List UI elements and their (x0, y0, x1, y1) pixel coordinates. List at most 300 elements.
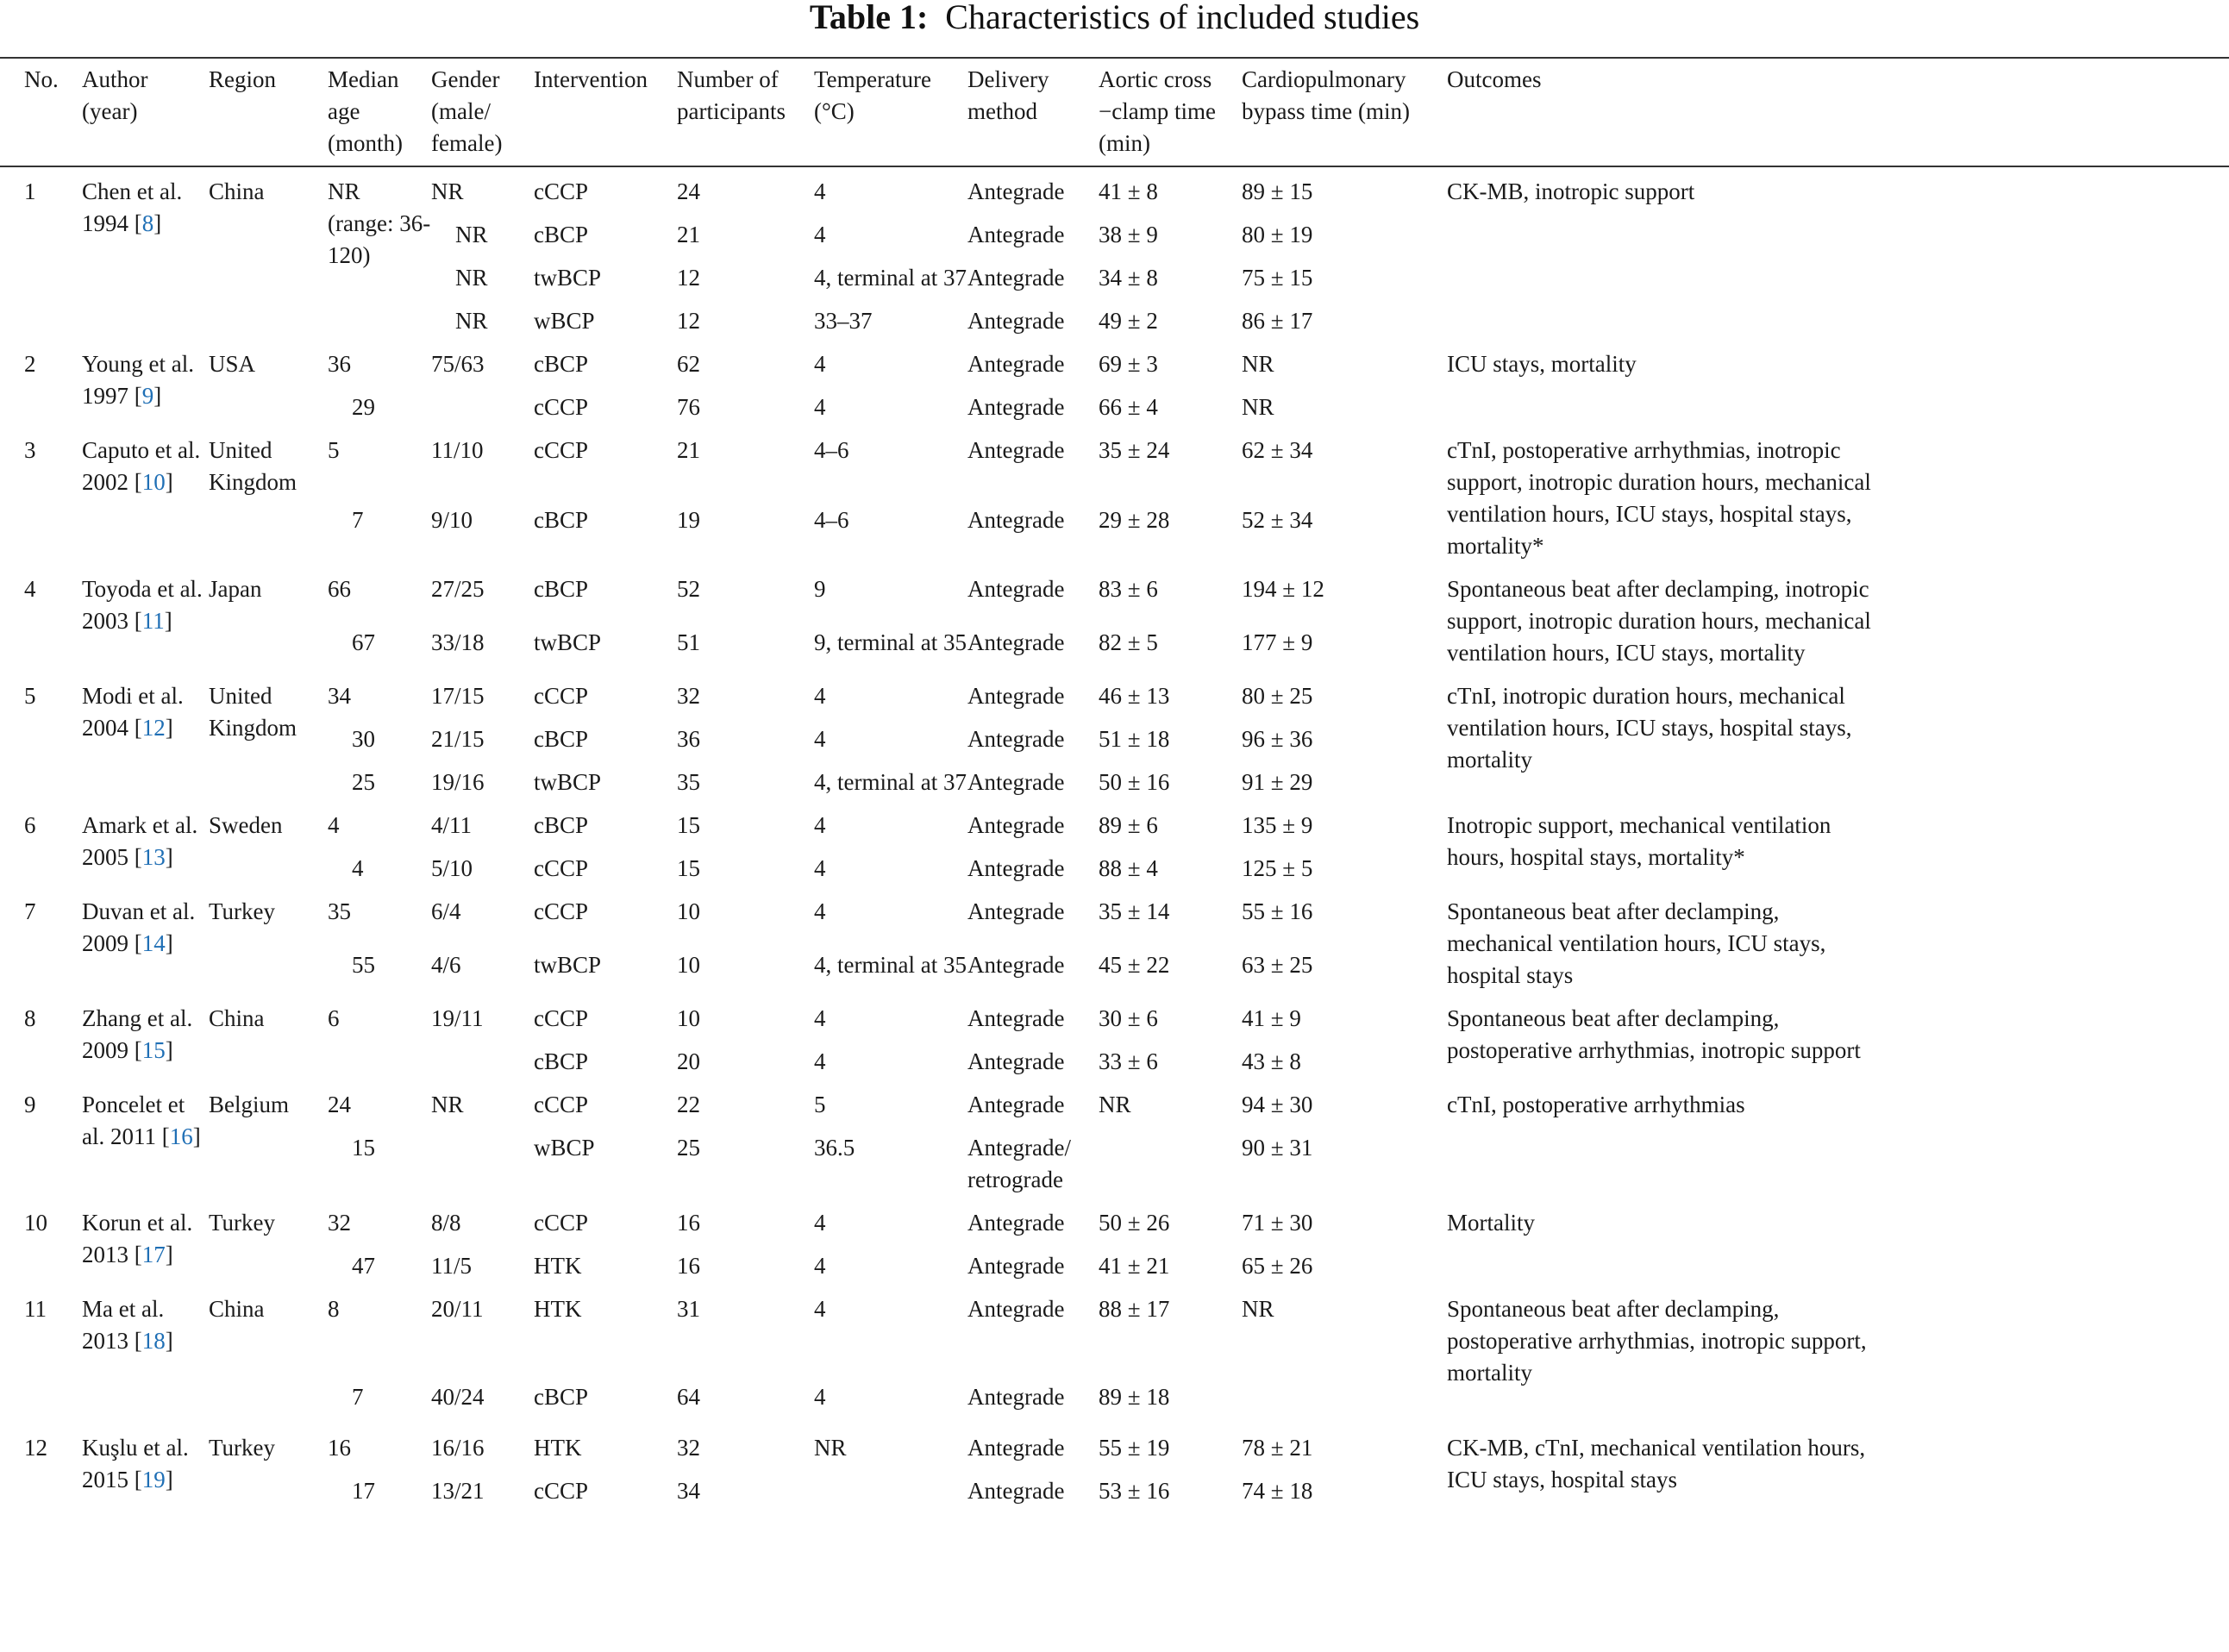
study-outcomes: Spontaneous beat after declamping, postoperative arrhythmias, inotropic support (1447, 1005, 1861, 1063)
table-row (0, 573, 2007, 627)
gender: 27/25 (431, 576, 485, 602)
aortic-clamp-time: 89 ± 18 (1099, 1384, 1170, 1411)
study-region: Japan (209, 576, 262, 602)
reference-link[interactable]: 17 (141, 1242, 166, 1267)
gender: NR (455, 222, 488, 247)
gender: NR (455, 265, 488, 291)
median-age: 66 (328, 576, 351, 602)
aortic-clamp-time: 88 ± 17 (1099, 1296, 1170, 1322)
median-age: 35 (328, 898, 351, 924)
study-region: China (209, 1005, 265, 1031)
temperature (814, 1475, 967, 1518)
bypass-time: 62 ± 34 (1242, 437, 1313, 463)
reference-link[interactable]: 9 (141, 383, 154, 409)
table-row (0, 166, 2007, 219)
col-header-author: Author (year) (82, 66, 148, 124)
bypass-time: 78 ± 21 (1242, 1435, 1313, 1461)
participants: 12 (677, 265, 700, 291)
participants: 32 (677, 683, 700, 709)
study-outcomes: cTnI, inotropic duration hours, mechanical ventilation hours, ICU stays, hospital stays, mortality (1447, 683, 1852, 773)
aortic-clamp-time: 29 ± 28 (1099, 506, 1170, 533)
temperature: 4 (814, 726, 826, 752)
table-body (0, 166, 2007, 1518)
intervention: cCCP (534, 683, 589, 709)
reference-bracket: ] (153, 383, 162, 409)
participants: 10 (677, 1005, 700, 1031)
bypass-time: 94 ± 30 (1242, 1092, 1313, 1117)
col-header-delivery: Delivery method (967, 66, 1049, 124)
gender: 11/5 (431, 1253, 472, 1279)
participants: 22 (677, 1092, 700, 1117)
study-author (82, 1207, 209, 1293)
delivery-method: Antegrade (967, 178, 1065, 204)
gender (431, 1132, 534, 1207)
participants: 21 (677, 437, 700, 463)
median-age: 7 (352, 1384, 364, 1411)
delivery-method: Antegrade (967, 898, 1065, 924)
study-outcomes: CK-MB, inotropic support (1447, 178, 1695, 204)
author-year: Zhang et al. 2009 [ (82, 1005, 193, 1063)
study-outcomes: ICU stays, mortality (1447, 351, 1637, 377)
participants: 32 (677, 1435, 700, 1461)
aortic-clamp-time: 46 ± 13 (1099, 683, 1170, 709)
bypass-time: 63 ± 25 (1242, 952, 1313, 978)
study-number: 5 (24, 683, 36, 709)
study-outcomes: Inotropic support, mechanical ventilation hours, hospital stays, mortality* (1447, 812, 1831, 870)
study-outcomes: cTnI, postoperative arrhythmias (1447, 1092, 1745, 1117)
participants: 15 (677, 812, 700, 838)
study-number: 10 (24, 1210, 47, 1236)
aortic-clamp-time: NR (1099, 1092, 1131, 1117)
bypass-time: 86 ± 17 (1242, 308, 1313, 334)
gender: 33/18 (431, 629, 485, 655)
author-year: Toyoda et al. 2003 [ (82, 576, 203, 634)
study-outcomes: Spontaneous beat after declamping, inotropic support, inotropic duration hours, mechanical ventilation hours, ICU stays, mortality (1447, 576, 1871, 666)
study-number: 6 (24, 812, 36, 838)
intervention: twBCP (534, 265, 602, 291)
median-age: 30 (352, 726, 375, 752)
median-age: 6 (328, 1005, 340, 1031)
author-year: Kuşlu et al. 2015 [ (82, 1435, 189, 1492)
median-age: 34 (328, 683, 351, 709)
temperature: 4 (814, 1005, 826, 1031)
gender (431, 1046, 534, 1089)
intervention: cCCP (534, 855, 589, 881)
participants: 15 (677, 855, 700, 881)
temperature: 4 (814, 394, 826, 420)
intervention: cCCP (534, 1005, 589, 1031)
delivery-method: Antegrade (967, 1005, 1065, 1031)
temperature: 4 (814, 222, 826, 247)
bypass-time: 135 ± 9 (1242, 812, 1313, 838)
aortic-clamp-time: 33 ± 6 (1099, 1048, 1158, 1074)
gender: 16/16 (431, 1435, 485, 1461)
reference-bracket: ] (165, 1467, 173, 1492)
gender: 20/11 (431, 1296, 484, 1322)
intervention: cBCP (534, 351, 589, 377)
median-age: 47 (352, 1253, 375, 1279)
median-age: 25 (352, 769, 375, 795)
delivery-method: Antegrade (967, 812, 1065, 838)
study-region: China (209, 1296, 265, 1322)
intervention: cBCP (534, 812, 589, 838)
reference-bracket: ] (165, 1328, 173, 1354)
reference-bracket: ] (153, 210, 162, 236)
gender: 75/63 (431, 351, 485, 377)
col-header-no: No. (24, 66, 59, 92)
participants: 51 (677, 629, 700, 655)
temperature: 4 (814, 1296, 826, 1322)
median-age: 55 (352, 952, 375, 978)
study-number: 12 (24, 1435, 47, 1461)
temperature: 4 (814, 812, 826, 838)
temperature: 33–37 (814, 308, 873, 334)
study-author (82, 680, 209, 810)
study-region: Belgium (209, 1092, 289, 1117)
reference-bracket: ] (165, 844, 173, 870)
aortic-clamp-time: 41 ± 21 (1099, 1253, 1170, 1279)
intervention: cCCP (534, 1210, 589, 1236)
delivery-method: Antegrade (967, 1296, 1065, 1322)
reference-bracket: ] (165, 930, 173, 956)
intervention: cCCP (534, 437, 589, 463)
table-caption-label: Table 1: (809, 0, 929, 36)
aortic-clamp-time: 41 ± 8 (1099, 178, 1158, 204)
table-caption (0, 0, 2229, 38)
bypass-time: 65 ± 26 (1242, 1253, 1313, 1279)
reference-link[interactable]: 8 (141, 210, 154, 236)
intervention: twBCP (534, 629, 602, 655)
table-row (0, 680, 2007, 723)
participants: 34 (677, 1478, 700, 1504)
median-age: 67 (352, 629, 375, 655)
reference-link[interactable]: 16 (169, 1123, 193, 1149)
intervention: HTK (534, 1435, 582, 1461)
gender: 40/24 (431, 1384, 485, 1411)
temperature: NR (814, 1435, 847, 1461)
median-age: 4 (328, 812, 340, 838)
study-region: Turkey (209, 898, 276, 924)
reference-link[interactable]: 15 (141, 1037, 166, 1063)
delivery-method: Antegrade (967, 1384, 1065, 1411)
aortic-clamp-time: 50 ± 26 (1099, 1210, 1170, 1236)
delivery-method: Antegrade (967, 576, 1065, 602)
bypass-time: 177 ± 9 (1242, 629, 1313, 655)
delivery-method: Antegrade (967, 308, 1065, 334)
bypass-time: 41 ± 9 (1242, 1005, 1301, 1031)
gender: 9/10 (431, 506, 473, 533)
delivery-method: Antegrade (967, 351, 1065, 377)
table-row (0, 1089, 2007, 1132)
bypass-time: 90 ± 31 (1242, 1135, 1313, 1161)
study-author (82, 348, 209, 435)
study-region: Sweden (209, 812, 283, 838)
reference-bracket: ] (165, 1242, 173, 1267)
temperature: 4 (814, 178, 826, 204)
participants: 64 (677, 1384, 700, 1411)
col-header-aortic-clamp: Aortic cross −clamp time (min) (1099, 66, 1216, 156)
gender: NR (431, 178, 464, 204)
gender: 5/10 (431, 855, 473, 881)
delivery-method: Antegrade/ retrograde (967, 1135, 1071, 1192)
temperature: 9 (814, 576, 826, 602)
bypass-time: 75 ± 15 (1242, 265, 1313, 291)
median-age: 4 (352, 855, 364, 881)
participants: 21 (677, 222, 700, 247)
intervention: cCCP (534, 394, 589, 420)
temperature: 4, terminal at 37 (814, 265, 967, 291)
aortic-clamp-time: 69 ± 3 (1099, 351, 1158, 377)
author-year: Ma et al. 2013 [ (82, 1296, 165, 1354)
col-header-intervention: Intervention (534, 66, 648, 92)
median-age: 32 (328, 1210, 351, 1236)
col-header-gender: Gender (male/ female) (431, 66, 503, 156)
study-region: United Kingdom (209, 437, 297, 495)
aortic-clamp-time: 51 ± 18 (1099, 726, 1170, 752)
bypass-time: 125 ± 5 (1242, 855, 1313, 881)
temperature: 9, terminal at 35 (814, 629, 967, 655)
delivery-method: Antegrade (967, 1253, 1065, 1279)
participants: 16 (677, 1210, 700, 1236)
table-row (0, 435, 2007, 504)
bypass-time: 43 ± 8 (1242, 1048, 1301, 1074)
delivery-method: Antegrade (967, 629, 1065, 655)
study-outcomes: cTnI, postoperative arrhythmias, inotropic support, inotropic duration hours, mechanical ventilation hours, ICU stays, hospital stays, mortality* (1447, 437, 1871, 559)
table-caption-text: Characteristics of included studies (945, 0, 1420, 36)
col-header-median-age: Median age (month) (328, 66, 403, 156)
author-year: Poncelet et al. 2011 [ (82, 1092, 185, 1149)
intervention: cCCP (534, 178, 589, 204)
study-number: 4 (24, 576, 36, 602)
bypass-time: 55 ± 16 (1242, 898, 1313, 924)
temperature: 4 (814, 1253, 826, 1279)
temperature: 4 (814, 855, 826, 881)
aortic-clamp-time: 83 ± 6 (1099, 576, 1158, 602)
participants: 31 (677, 1296, 700, 1322)
temperature: 4–6 (814, 437, 849, 463)
study-region: Turkey (209, 1435, 276, 1461)
aortic-clamp-time: 89 ± 6 (1099, 812, 1158, 838)
characteristics-table (0, 64, 2007, 1518)
aortic-clamp-time: 35 ± 14 (1099, 898, 1170, 924)
temperature: 36.5 (814, 1135, 855, 1161)
aortic-clamp-time: 88 ± 4 (1099, 855, 1158, 881)
author-year: Chen et al. 1994 [ (82, 178, 183, 236)
aortic-clamp-time: 34 ± 8 (1099, 265, 1158, 291)
bypass-time: NR (1242, 394, 1274, 420)
aortic-clamp-time: 53 ± 16 (1099, 1478, 1170, 1504)
author-year: Duvan et al. 2009 [ (82, 898, 196, 956)
reference-bracket: ] (165, 715, 173, 741)
intervention: cBCP (534, 222, 589, 247)
bypass-time: NR (1242, 1296, 1274, 1322)
table-row (0, 896, 2007, 949)
participants: 20 (677, 1048, 700, 1074)
study-outcomes: CK-MB, cTnI, mechanical ventilation hours, ICU stays, hospital stays (1447, 1435, 1866, 1492)
reference-link[interactable]: 13 (141, 844, 166, 870)
temperature: 5 (814, 1092, 826, 1117)
median-age (328, 1046, 431, 1089)
delivery-method: Antegrade (967, 726, 1065, 752)
study-author (82, 435, 209, 573)
gender: 8/8 (431, 1210, 461, 1236)
bypass-time: 80 ± 19 (1242, 222, 1313, 247)
gender: 21/15 (431, 726, 485, 752)
reference-link[interactable]: 10 (141, 469, 166, 495)
table-top-rule (0, 57, 2229, 59)
temperature: 4, terminal at 35 (814, 952, 967, 978)
study-region: China (209, 178, 265, 204)
delivery-method: Antegrade (967, 769, 1065, 795)
participants: 16 (677, 1253, 700, 1279)
study-region: Turkey (209, 1210, 276, 1236)
gender: NR (455, 308, 488, 334)
intervention: cBCP (534, 576, 589, 602)
median-age: NR (range: 36-120) (328, 178, 431, 268)
participants: 36 (677, 726, 700, 752)
bypass-time: 80 ± 25 (1242, 683, 1313, 709)
reference-bracket: ] (164, 608, 172, 634)
study-number: 3 (24, 437, 36, 463)
author-year: Amark et al. 2005 [ (82, 812, 198, 870)
bypass-time (1242, 1381, 1447, 1432)
aortic-clamp-time: 50 ± 16 (1099, 769, 1170, 795)
table-row (0, 1293, 2007, 1381)
bypass-time: 89 ± 15 (1242, 178, 1313, 204)
temperature: 4 (814, 898, 826, 924)
aortic-clamp-time: 35 ± 24 (1099, 437, 1170, 463)
temperature: 4 (814, 1048, 826, 1074)
intervention: HTK (534, 1296, 582, 1322)
intervention: twBCP (534, 769, 602, 795)
intervention: cCCP (534, 898, 589, 924)
intervention: twBCP (534, 952, 602, 978)
intervention: cCCP (534, 1092, 589, 1117)
bypass-time: 91 ± 29 (1242, 769, 1313, 795)
delivery-method: Antegrade (967, 1435, 1065, 1461)
col-header-region: Region (209, 66, 276, 92)
reference-link[interactable]: 18 (141, 1328, 166, 1354)
delivery-method: Antegrade (967, 1048, 1065, 1074)
study-number: 9 (24, 1092, 36, 1117)
study-author (82, 1293, 209, 1432)
study-number: 11 (24, 1296, 47, 1322)
intervention: cBCP (534, 506, 589, 533)
gender: 4/11 (431, 812, 472, 838)
table-row (0, 1003, 2007, 1046)
intervention: cBCP (534, 726, 589, 752)
study-author (82, 166, 209, 348)
bypass-time: 74 ± 18 (1242, 1478, 1313, 1504)
median-age: 36 (328, 351, 351, 377)
participants: 62 (677, 351, 700, 377)
study-outcomes: Spontaneous beat after declamping, mechanical ventilation hours, ICU stays, hospital stays (1447, 898, 1826, 988)
aortic-clamp-time: 45 ± 22 (1099, 952, 1170, 978)
study-number: 8 (24, 1005, 36, 1031)
delivery-method: Antegrade (967, 265, 1065, 291)
study-number: 1 (24, 178, 36, 204)
median-age: 5 (328, 437, 340, 463)
author-year: Caputo et al. 2002 [ (82, 437, 201, 495)
study-author (82, 896, 209, 1003)
reference-bracket: ] (165, 469, 173, 495)
intervention: wBCP (534, 1135, 595, 1161)
intervention: cCCP (534, 1478, 589, 1504)
col-header-outcomes: Outcomes (1447, 66, 1542, 92)
reference-bracket: ] (192, 1123, 201, 1149)
bypass-time: 96 ± 36 (1242, 726, 1313, 752)
bypass-time: 194 ± 12 (1242, 576, 1324, 602)
participants: 35 (677, 769, 700, 795)
study-region: USA (209, 351, 256, 377)
gender: 17/15 (431, 683, 485, 709)
participants: 19 (677, 506, 700, 533)
aortic-clamp-time: 38 ± 9 (1099, 222, 1158, 247)
temperature: 4 (814, 683, 826, 709)
table-row (0, 1207, 2007, 1250)
reference-link[interactable]: 14 (141, 930, 166, 956)
delivery-method: Antegrade (967, 683, 1065, 709)
median-age: 24 (328, 1092, 351, 1117)
study-author (82, 1432, 209, 1518)
gender: 4/6 (431, 952, 461, 978)
col-header-temperature: Temperature (°C) (814, 66, 932, 124)
bypass-time: NR (1242, 351, 1274, 377)
median-age: 15 (352, 1135, 375, 1161)
col-header-bypass-time: Cardiopulmonary bypass time (min) (1242, 66, 1410, 124)
intervention: wBCP (534, 308, 595, 334)
table-row (0, 810, 2007, 853)
study-outcomes: Spontaneous beat after declamping, postoperative arrhythmias, inotropic support, mortality (1447, 1296, 1867, 1386)
table-row (0, 1432, 2007, 1475)
gender: 11/10 (431, 437, 484, 463)
delivery-method: Antegrade (967, 394, 1065, 420)
bypass-time: 71 ± 30 (1242, 1210, 1313, 1236)
median-age: 17 (352, 1478, 375, 1504)
author-year: Young et al. 1997 [ (82, 351, 195, 409)
delivery-method: Antegrade (967, 1478, 1065, 1504)
gender: 6/4 (431, 898, 461, 924)
delivery-method: Antegrade (967, 506, 1065, 533)
reference-link[interactable]: 11 (141, 608, 165, 634)
study-outcomes: Mortality (1447, 1210, 1535, 1236)
study-author (82, 1089, 209, 1207)
study-author (82, 573, 209, 680)
median-age: 8 (328, 1296, 340, 1322)
delivery-method: Antegrade (967, 855, 1065, 881)
gender: 19/11 (431, 1005, 484, 1031)
gender: 13/21 (431, 1478, 485, 1504)
delivery-method: Antegrade (967, 952, 1065, 978)
study-number: 7 (24, 898, 36, 924)
reference-bracket: ] (165, 1037, 173, 1063)
col-header-participants: Number of participants (677, 66, 786, 124)
reference-link[interactable]: 19 (141, 1467, 166, 1492)
reference-link[interactable]: 12 (141, 715, 166, 741)
aortic-clamp-time: 49 ± 2 (1099, 308, 1158, 334)
delivery-method: Antegrade (967, 437, 1065, 463)
bypass-time: 52 ± 34 (1242, 506, 1313, 533)
author-year: Modi et al. 2004 [ (82, 683, 184, 741)
participants: 10 (677, 952, 700, 978)
study-region: United Kingdom (209, 683, 297, 741)
gender: NR (431, 1092, 464, 1117)
aortic-clamp-time: 55 ± 19 (1099, 1435, 1170, 1461)
intervention: cBCP (534, 1048, 589, 1074)
intervention: cBCP (534, 1384, 589, 1411)
delivery-method: Antegrade (967, 1092, 1065, 1117)
participants: 12 (677, 308, 700, 334)
